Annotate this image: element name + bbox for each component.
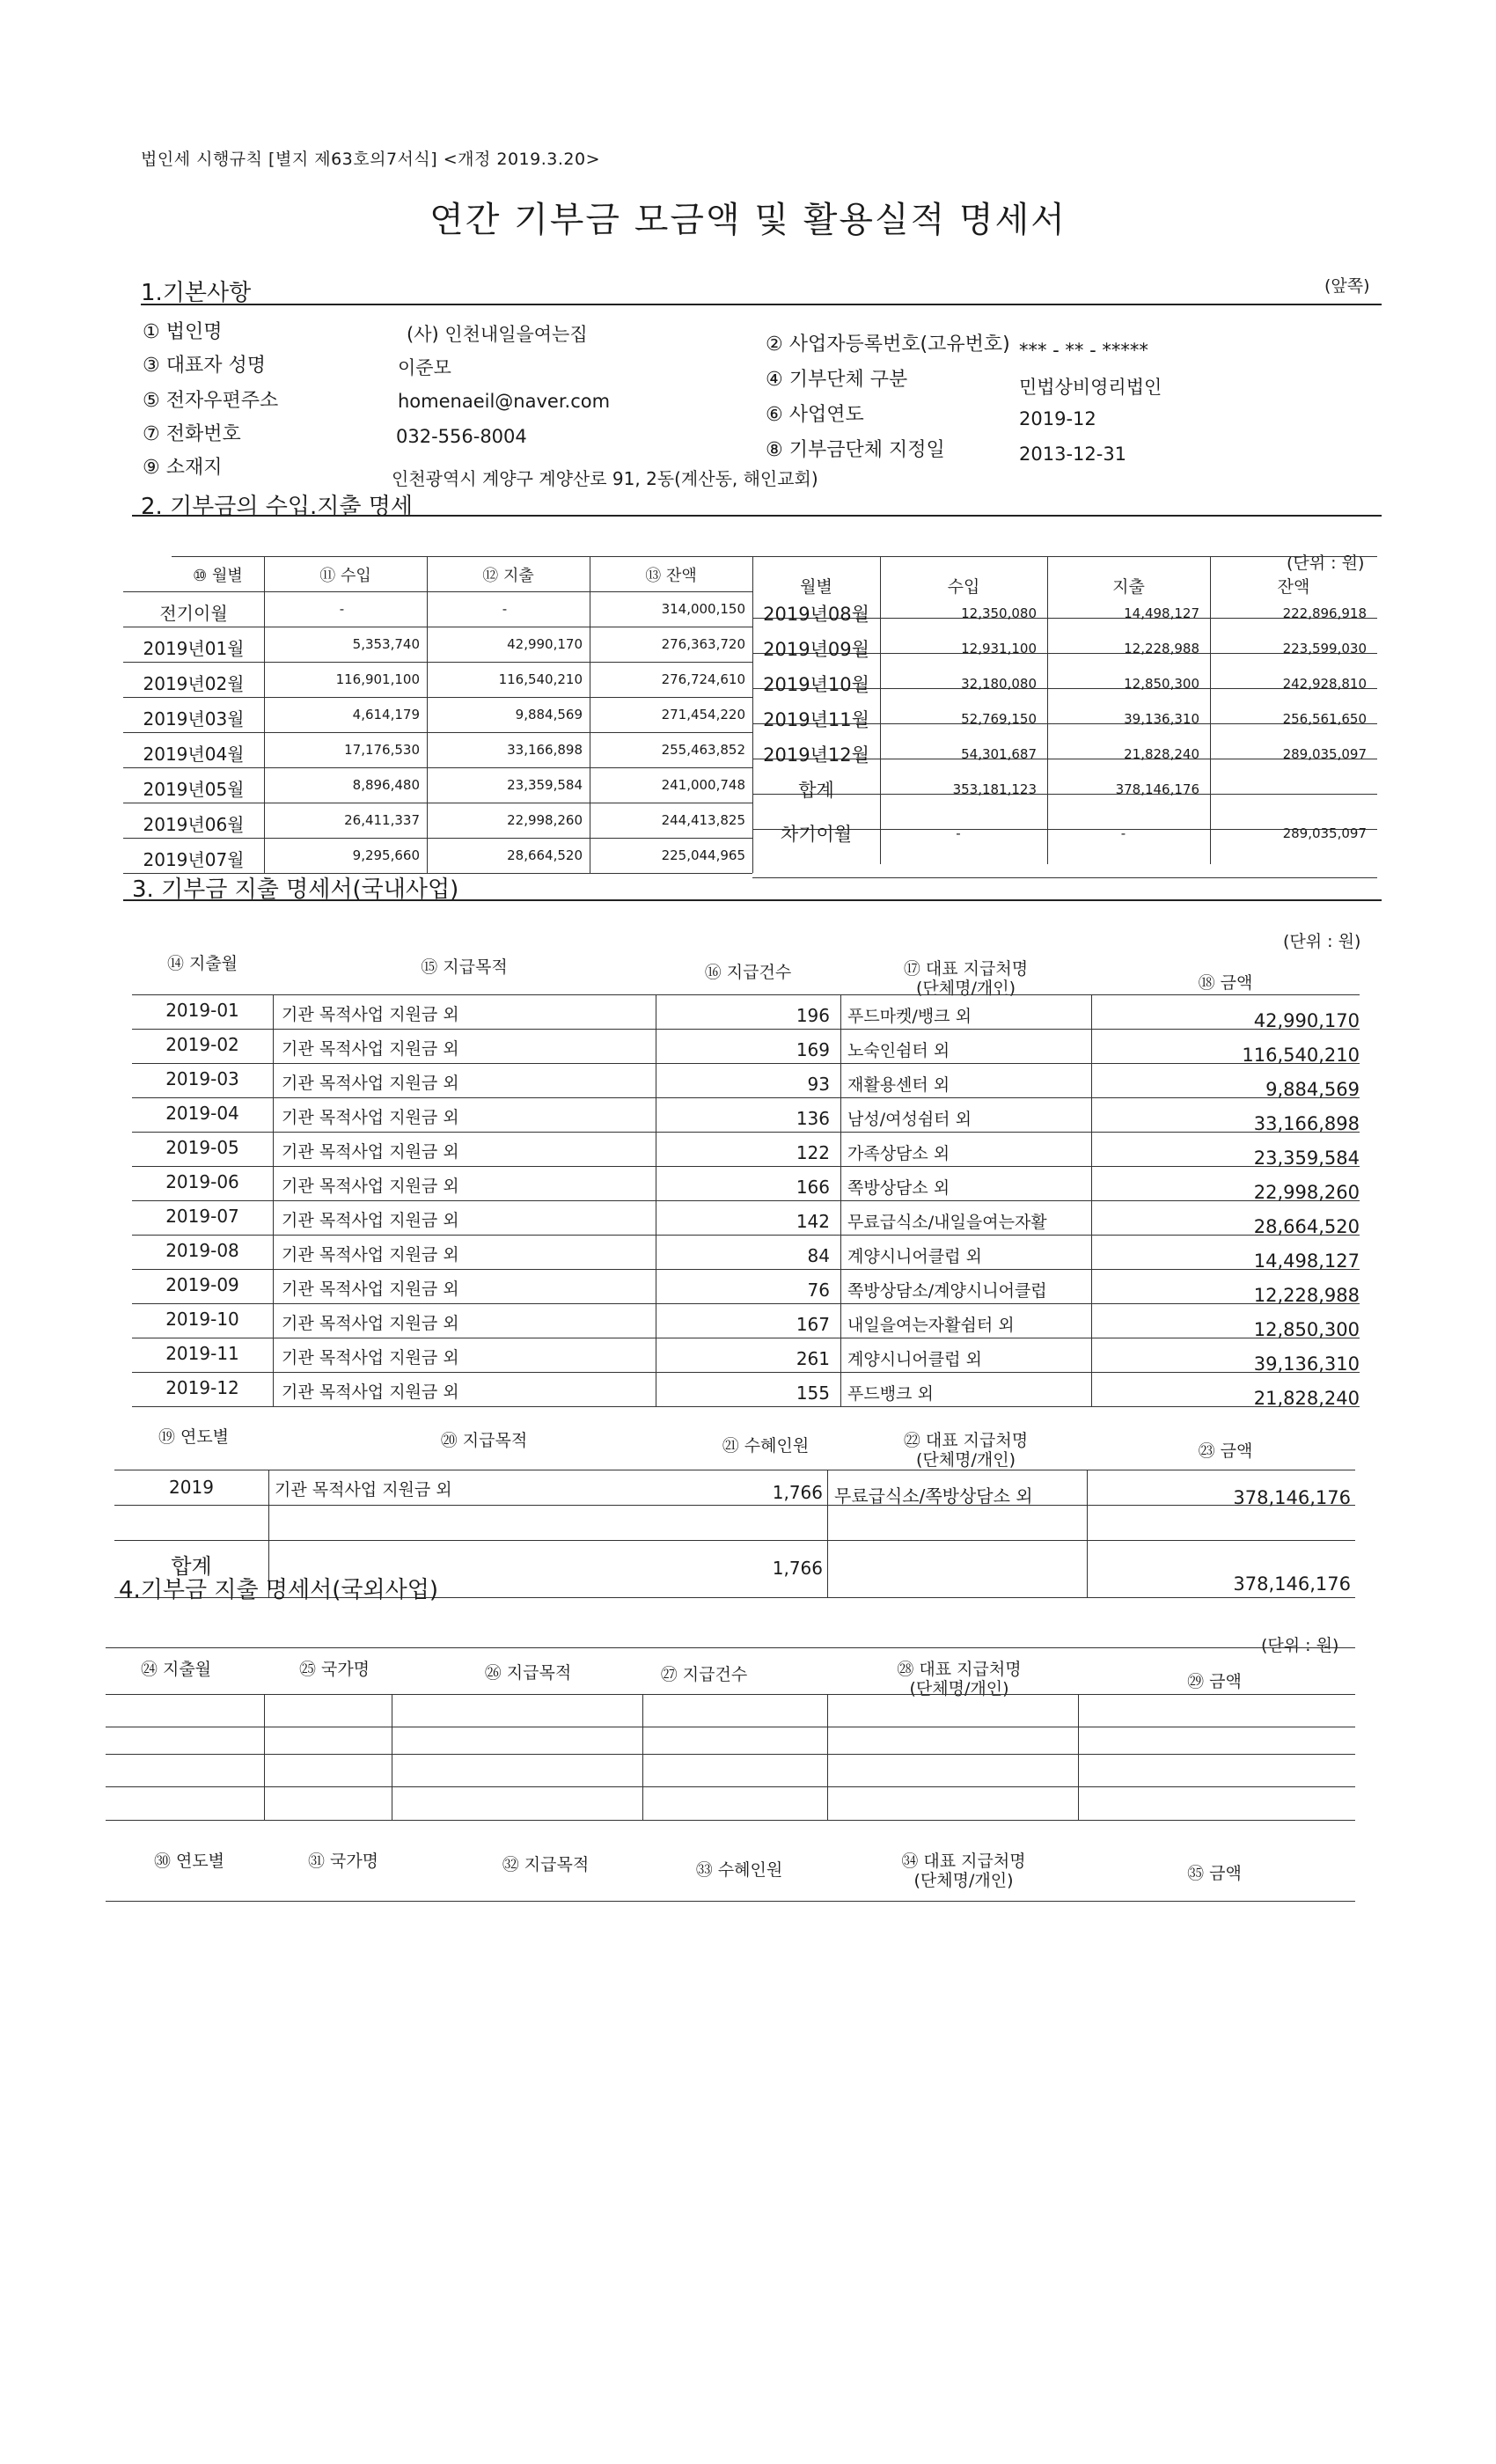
right-month-cell: 차기이월: [780, 824, 853, 845]
row-amount: 28,664,520: [1253, 1216, 1360, 1237]
row-amount: 116,540,210: [1242, 1045, 1360, 1066]
grid-vline: [827, 1470, 828, 1597]
right-amount-cell: 223,599,030: [1282, 641, 1367, 656]
row-count: 167: [796, 1314, 830, 1335]
right-amount-cell: 378,146,176: [1115, 781, 1199, 797]
field-label-designation-date: ⑧ 기부금단체 지정일: [766, 439, 945, 461]
row-payee: 푸드마켓/뱅크 외: [847, 1007, 972, 1026]
overseas-header-count: ㉗ 지급건수: [660, 1665, 748, 1684]
grid-vline: [1078, 1694, 1079, 1820]
field-value-email: homenaeil@naver.com: [398, 391, 611, 412]
row-amount: 9,884,569: [1265, 1079, 1360, 1100]
row-payee: 노숙인쉼터 외: [847, 1041, 950, 1060]
page-title: 연간 기부금 모금액 및 활용실적 명세서: [429, 200, 1067, 240]
left-amount-cell: 116,540,210: [498, 671, 583, 687]
row-count: 93: [807, 1074, 830, 1095]
row-purpose: 기관 목적사업 지원금 외: [282, 1245, 459, 1265]
row-count: 166: [796, 1177, 830, 1198]
row-amount: 33,166,898: [1253, 1113, 1360, 1134]
row-count: 196: [796, 1005, 830, 1026]
year-header-year: ⑲ 연도별: [158, 1427, 230, 1447]
left-col-header: ⑫ 지출: [482, 567, 534, 585]
left-amount-cell: -: [339, 601, 345, 617]
field-label-email: ⑤ 전자우편주소: [143, 390, 279, 412]
right-month-cell: 2019년10월: [763, 674, 869, 695]
row-amount: 23,359,584: [1253, 1148, 1360, 1169]
col-header-payee: ⑰ 대표 지급처명: [903, 959, 1029, 979]
row-purpose: 기관 목적사업 지원금 외: [282, 1074, 459, 1093]
left-amount-cell: 244,413,825: [661, 812, 745, 828]
year-row-purpose: 기관 목적사업 지원금 외: [275, 1480, 452, 1500]
overseas-year-header-payee-sub: (단체명/개인): [913, 1871, 1014, 1890]
row-amount: 39,136,310: [1253, 1353, 1360, 1375]
row-month: 2019-01: [165, 1000, 239, 1021]
left-amount-cell: 8,896,480: [352, 777, 420, 793]
row-payee: 계양시니어클럽 외: [847, 1350, 982, 1369]
field-label-phone: ⑦ 전화번호: [143, 423, 241, 445]
section4-unit: (단위 : 원): [1261, 1636, 1339, 1655]
row-purpose: 기관 목적사업 지원금 외: [282, 1280, 459, 1299]
year-header-beneficiaries: ㉑ 수혜인원: [722, 1436, 810, 1456]
row-month: 2019-09: [165, 1274, 239, 1295]
field-label-address: ⑨ 소재지: [143, 457, 223, 479]
left-col-header: ⑪ 수입: [319, 567, 371, 585]
overseas-year-header-year: ㉚ 연도별: [153, 1852, 225, 1871]
row-month: 2019-07: [165, 1206, 239, 1227]
field-value-corp-name: (사) 인천내일을여는집: [407, 324, 588, 345]
left-amount-cell: 241,000,748: [661, 777, 745, 793]
row-count: 122: [796, 1142, 830, 1163]
col-header-purpose: ⑮ 지급목적: [421, 957, 508, 977]
overseas-header-payee-sub: (단체명/개인): [909, 1679, 1009, 1698]
row-payee: 무료급식소/내일을여는자활: [847, 1213, 1047, 1232]
right-amount-cell: 14,498,127: [1124, 605, 1199, 621]
left-amount-cell: 22,998,260: [507, 812, 583, 828]
right-col-header: 월별: [800, 577, 832, 597]
right-amount-cell: 256,561,650: [1282, 711, 1367, 727]
field-label-fiscal-year: ⑥ 사업연도: [766, 404, 864, 426]
right-month-cell: 2019년08월: [763, 604, 869, 625]
grid-hline: [123, 662, 752, 663]
total-beneficiaries: 1,766: [772, 1558, 823, 1579]
row-count: 136: [796, 1108, 830, 1129]
overseas-year-header-beneficiaries: ㉝ 수혜인원: [695, 1860, 783, 1880]
row-month: 2019-04: [165, 1103, 239, 1124]
grid-vline: [1210, 556, 1211, 864]
grid-vline: [880, 556, 881, 864]
field-value-phone: 032-556-8004: [396, 426, 527, 447]
year-header-purpose: ⑳ 지급목적: [440, 1431, 528, 1450]
row-payee: 쪽방상담소 외: [847, 1178, 950, 1198]
section1-title: 1.기본사항: [141, 280, 252, 306]
grid-vline: [642, 1694, 643, 1820]
row-count: 76: [807, 1280, 830, 1301]
overseas-year-header-payee: ㉞ 대표 지급처명: [901, 1852, 1026, 1871]
left-month-cell: 2019년01월: [143, 638, 245, 659]
year-row-beneficiaries: 1,766: [772, 1482, 823, 1503]
left-amount-cell: 42,990,170: [507, 636, 583, 652]
field-value-biz-number: *** - ** - *****: [1019, 340, 1148, 361]
section3-title: 3. 기부금 지출 명세서(국내사업): [132, 876, 459, 903]
grid-hline: [106, 1694, 1355, 1695]
row-payee: 내일을여는자활쉼터 외: [847, 1316, 1015, 1335]
year-row-payee: 무료급식소/쪽방상담소 외: [834, 1485, 1033, 1507]
row-count: 169: [796, 1039, 830, 1060]
year-row-year: 2019: [169, 1477, 214, 1498]
grid-hline: [106, 1820, 1355, 1821]
right-col-header: 잔액: [1277, 577, 1310, 597]
field-label-org-type: ④ 기부단체 구분: [766, 369, 908, 391]
section1-rule: [141, 304, 1382, 305]
left-amount-cell: 4,614,179: [352, 707, 420, 722]
left-month-cell: 전기이월: [159, 603, 228, 624]
grid-hline: [106, 1647, 1355, 1648]
grid-hline: [172, 556, 1377, 557]
grid-hline: [132, 994, 1360, 995]
row-month: 2019-12: [165, 1377, 239, 1398]
left-month-cell: 2019년06월: [143, 814, 245, 835]
section2-title: 2. 기부금의 수입.지출 명세: [141, 494, 414, 520]
grid-hline: [123, 732, 752, 733]
total-label: 합계: [171, 1554, 212, 1579]
grid-vline: [264, 1694, 265, 1820]
overseas-header-month: ㉔ 지출월: [140, 1660, 212, 1679]
left-amount-cell: 255,463,852: [661, 742, 745, 758]
section4-title: 4.기부금 지출 명세서(국외사업): [119, 1577, 439, 1603]
row-month: 2019-06: [165, 1171, 239, 1192]
left-amount-cell: -: [502, 601, 508, 617]
row-month: 2019-05: [165, 1137, 239, 1158]
regulation-reference: 법인세 시행규칙 [별지 제63호의7서식] <개정 2019.3.20>: [141, 150, 600, 169]
total-amount: 378,146,176: [1233, 1573, 1351, 1595]
row-amount: 12,850,300: [1253, 1319, 1360, 1340]
left-amount-cell: 276,363,720: [661, 636, 745, 652]
grid-hline: [106, 1786, 1355, 1787]
row-purpose: 기관 목적사업 지원금 외: [282, 1348, 459, 1368]
field-label-biz-number: ② 사업자등록번호(고유번호): [766, 334, 1010, 356]
grid-vline: [827, 1694, 828, 1820]
grid-hline: [114, 1540, 1355, 1541]
right-amount-cell: 32,180,080: [961, 676, 1037, 692]
field-label-rep-name: ③ 대표자 성명: [143, 355, 266, 377]
right-amount-cell: -: [956, 825, 961, 841]
row-purpose: 기관 목적사업 지원금 외: [282, 1314, 459, 1333]
right-amount-cell: -: [1120, 825, 1126, 841]
field-value-designation-date: 2013-12-31: [1019, 444, 1127, 465]
row-month: 2019-02: [165, 1034, 239, 1055]
row-purpose: 기관 목적사업 지원금 외: [282, 1108, 459, 1127]
left-col-header: ⑬ 잔액: [645, 567, 697, 585]
row-purpose: 기관 목적사업 지원금 외: [282, 1382, 459, 1402]
row-month: 2019-03: [165, 1068, 239, 1089]
left-amount-cell: 9,884,569: [515, 707, 583, 722]
row-month: 2019-10: [165, 1309, 239, 1330]
overseas-year-header-amount: ㉟ 금액: [1187, 1864, 1242, 1883]
row-purpose: 기관 목적사업 지원금 외: [282, 1005, 459, 1024]
left-amount-cell: 33,166,898: [507, 742, 583, 758]
left-amount-cell: 276,724,610: [661, 671, 745, 687]
right-amount-cell: 222,896,918: [1282, 605, 1367, 621]
section3-rule: [123, 899, 1382, 901]
right-amount-cell: 289,035,097: [1282, 825, 1367, 841]
right-col-header: 지출: [1112, 577, 1145, 597]
grid-vline: [1047, 556, 1048, 864]
overseas-header-country: ㉕ 국가명: [298, 1660, 370, 1679]
row-amount: 42,990,170: [1253, 1010, 1360, 1031]
year-row-amount: 378,146,176: [1233, 1487, 1351, 1508]
grid-hline: [123, 591, 752, 592]
row-payee: 가족상담소 외: [847, 1144, 950, 1163]
left-month-cell: 2019년04월: [143, 744, 245, 765]
field-value-address: 인천광역시 계양구 계양산로 91, 2동(계산동, 해인교회): [392, 468, 818, 489]
grid-vline: [273, 994, 274, 1406]
row-purpose: 기관 목적사업 지원금 외: [282, 1177, 459, 1196]
left-month-cell: 2019년05월: [143, 779, 245, 800]
right-amount-cell: 54,301,687: [961, 746, 1037, 762]
left-amount-cell: 17,176,530: [344, 742, 420, 758]
section2-unit: (단위 : 원): [1287, 554, 1365, 573]
grid-hline: [752, 877, 1377, 878]
left-amount-cell: 116,901,100: [335, 671, 420, 687]
overseas-year-header-purpose: ㉜ 지급목적: [502, 1855, 590, 1874]
left-amount-cell: 23,359,584: [507, 777, 583, 793]
col-header-count: ⑯ 지급건수: [704, 963, 792, 982]
left-month-cell: 2019년03월: [143, 708, 245, 730]
overseas-header-purpose: ㉖ 지급목적: [484, 1663, 572, 1683]
field-value-fiscal-year: 2019-12: [1019, 408, 1096, 429]
row-amount: 21,828,240: [1253, 1388, 1360, 1409]
left-amount-cell: 5,353,740: [352, 636, 420, 652]
right-amount-cell: 242,928,810: [1282, 676, 1367, 692]
right-amount-cell: 12,931,100: [961, 641, 1037, 656]
row-payee: 푸드뱅크 외: [847, 1384, 934, 1404]
row-payee: 쪽방상담소/계양시니어클럽: [847, 1281, 1047, 1301]
row-purpose: 기관 목적사업 지원금 외: [282, 1211, 459, 1230]
right-month-cell: 합계: [798, 780, 834, 801]
right-col-header: 수입: [947, 577, 980, 597]
left-amount-cell: 9,295,660: [352, 847, 420, 863]
right-amount-cell: 12,850,300: [1124, 676, 1199, 692]
grid-vline: [1091, 994, 1092, 1406]
year-header-amount: ㉓ 금액: [1198, 1441, 1253, 1461]
overseas-year-header-country: ㉛ 국가명: [307, 1852, 379, 1871]
left-amount-cell: 271,454,220: [661, 707, 745, 722]
row-month: 2019-11: [165, 1343, 239, 1364]
row-payee: 계양시니어클럽 외: [847, 1247, 982, 1266]
right-amount-cell: 52,769,150: [961, 711, 1037, 727]
grid-hline: [123, 697, 752, 698]
field-value-org-type: 민법상비영리법인: [1019, 377, 1162, 398]
overseas-header-amount: ㉙ 금액: [1187, 1672, 1242, 1691]
right-amount-cell: 39,136,310: [1124, 711, 1199, 727]
row-purpose: 기관 목적사업 지원금 외: [282, 1039, 459, 1059]
row-payee: 남성/여성쉼터 외: [847, 1110, 972, 1129]
right-amount-cell: 12,228,988: [1124, 641, 1199, 656]
col-header-amount: ⑱ 금액: [1198, 973, 1253, 993]
row-amount: 22,998,260: [1253, 1182, 1360, 1203]
grid-hline: [106, 1754, 1355, 1755]
right-amount-cell: 12,350,080: [961, 605, 1037, 621]
front-mark: (앞쪽): [1324, 276, 1370, 296]
right-amount-cell: 353,181,123: [952, 781, 1037, 797]
row-payee: 재활용센터 외: [847, 1075, 950, 1095]
grid-vline: [840, 994, 841, 1406]
right-month-cell: 2019년12월: [763, 744, 869, 766]
section2-rule: [132, 515, 1382, 517]
field-label-corp-name: ① 법인명: [143, 321, 223, 343]
row-count: 155: [796, 1382, 830, 1404]
grid-hline: [106, 1901, 1355, 1902]
grid-hline: [123, 838, 752, 839]
left-month-cell: 2019년07월: [143, 849, 245, 870]
field-value-rep-name: 이준모: [398, 357, 451, 378]
year-header-payee: ㉒ 대표 지급처명: [903, 1431, 1029, 1450]
row-amount: 12,228,988: [1253, 1285, 1360, 1306]
left-amount-cell: 314,000,150: [661, 601, 745, 617]
row-count: 142: [796, 1211, 830, 1232]
row-amount: 14,498,127: [1253, 1250, 1360, 1272]
grid-hline: [123, 767, 752, 768]
left-col-header: ⑩ 월별: [193, 567, 243, 585]
col-header-month: ⑭ 지출월: [166, 954, 238, 973]
left-amount-cell: 225,044,965: [661, 847, 745, 863]
overseas-header-payee: ㉘ 대표 지급처명: [897, 1660, 1022, 1679]
right-amount-cell: 289,035,097: [1282, 746, 1367, 762]
row-month: 2019-08: [165, 1240, 239, 1261]
section3-unit: (단위 : 원): [1283, 932, 1361, 951]
left-month-cell: 2019년02월: [143, 673, 245, 694]
right-amount-cell: 21,828,240: [1124, 746, 1199, 762]
right-month-cell: 2019년09월: [763, 639, 869, 660]
col-header-payee-sub: (단체명/개인): [916, 979, 1016, 998]
right-month-cell: 2019년11월: [763, 709, 869, 730]
row-purpose: 기관 목적사업 지원금 외: [282, 1142, 459, 1162]
left-amount-cell: 28,664,520: [507, 847, 583, 863]
row-count: 261: [796, 1348, 830, 1369]
left-amount-cell: 26,411,337: [344, 812, 420, 828]
year-header-payee-sub: (단체명/개인): [916, 1450, 1016, 1470]
row-count: 84: [807, 1245, 830, 1266]
